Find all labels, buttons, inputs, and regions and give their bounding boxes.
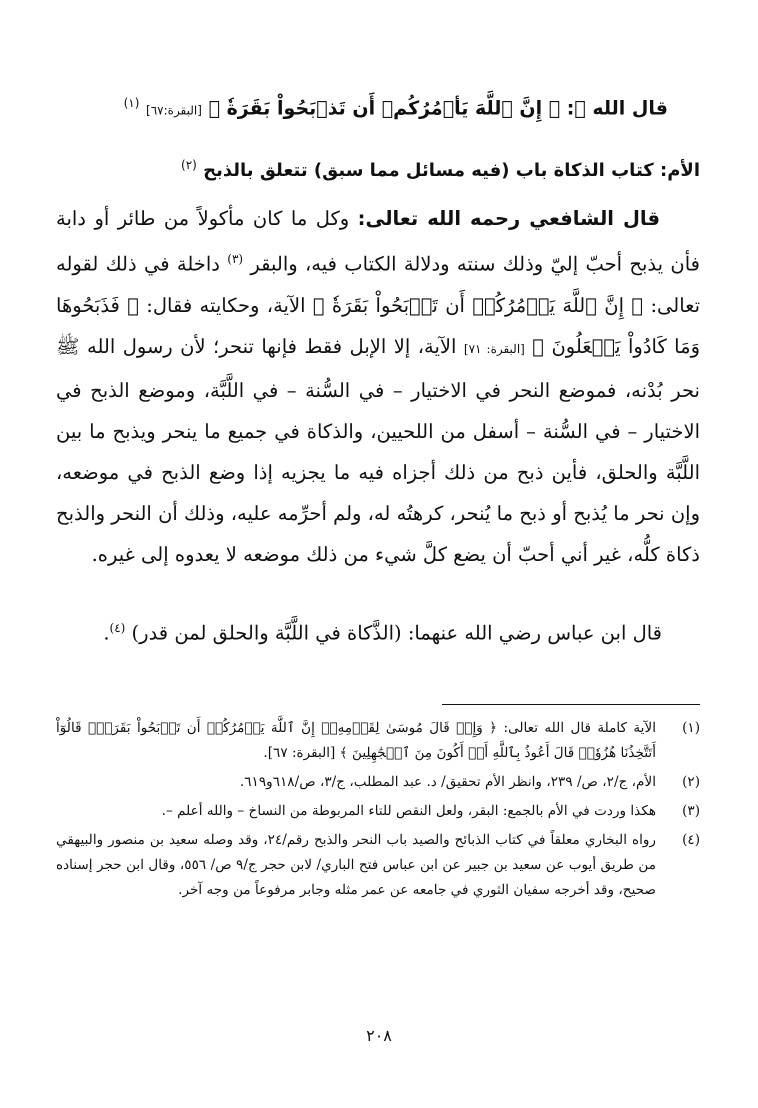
section-heading-text: الأم: كتاب الذكاة باب (فيه مسائل مما سبق) تتعلق بالذبح [203, 160, 700, 181]
footnote-2 [56, 770, 700, 795]
footnote-marker-4: (٤) [109, 621, 126, 635]
footnote-text: رواه البخاري معلقاً في كتاب الذبائح والصيد باب النحر والذبح رقم/٢٤، وقد وصله سعيد بن منصور والبيهقي من طريق أيوب عن سعيد بن جبير عن ابن عباس فتح الباري/ لابن حجر ج/٩ ص/ ٥٥٦، وقال ابن حجر إسناده صحيح، وقد أخرجه سفيان الثوري في جامعه عن عمر مثله وجابر مرفوعاً من وجه آخر. [56, 832, 656, 898]
speaker-intro: قال الشافعي رحمه الله تعالى: [357, 207, 661, 230]
footnote-marker-2: (٢) [181, 158, 197, 172]
baqara-71-reference: [البقرة: ٧١] [463, 341, 525, 356]
footnote-number: (٤) [682, 832, 700, 848]
main-text [56, 198, 700, 575]
verse-heading [60, 88, 668, 125]
footnote-number: (٣) [682, 803, 700, 819]
section-heading [60, 151, 700, 185]
footnote-divider [442, 704, 700, 705]
footnote-marker-3: (٣) [227, 252, 244, 266]
footnote-text: هكذا وردت في الأم بالجمع: البقر، ولعل النقص للتاء المربوطة من النساخ – والله أعلم –. [161, 803, 656, 819]
footnote-3 [56, 799, 700, 824]
main-text-part-2: داخلة في ذلك لقوله تعالى: ﴿ إِنَّ ٱللَّهَ يَأۡمُرُكُمۡ أَن تَذۡبَحُواْ بَقَرَةٗ ﴾ الآية، وحكايته فقال: ﴿ فَذَبَحُوهَا وَمَا كَادُواْ يَفۡعَلُونَ ﴾ [56, 252, 700, 358]
footnote-4 [56, 828, 700, 903]
page-number: ٢٠٨ [366, 1026, 392, 1045]
footnotes [56, 716, 700, 907]
footnote-number: (٢) [682, 774, 700, 790]
quote-end: . [103, 621, 110, 645]
footnote-number: (١) [682, 720, 700, 736]
verse-heading-text: قال الله ﷻ: ﴿ إِنَّ ٱللَّهَ يَأۡمُرُكُمۡ أَن تَذۡبَحُواْ بَقَرَةٗ ﴾ [208, 97, 668, 120]
main-text-part-1: وكل ما كان مأكولاً من طائر أو دابة فأن يذبح أحبّ إليّ وذلك سنته ودلالة الكتاب فيه، والبقر [56, 207, 700, 276]
footnote-text: الآية كاملة قال الله تعالى: ﴿ وَإِذۡ قَالَ مُوسَىٰ لِقَوۡمِهِۦٓ إِنَّ ٱللَّهَ يَأۡمُرُكُمۡ أَن تَذۡبَحُواْ بَقَرَةٗۖ قَالُوٓاْ أَتَتَّخِذُنَا هُزُوٗاۖ قَالَ أَعُوذُ بِٱللَّهِ أَنۡ أَكُونَ مِنَ ٱلۡجَٰهِلِينَ ﴾ [البقرة: ٦٧]. [56, 720, 656, 761]
quote-text: قال ابن عباس رضي الله عنهما: (الذَّكاة في اللَّبَّة والحلق لمن قدر) [125, 621, 662, 645]
main-text-part-3: الآية، إلا الإبل فقط فإنها تنحر؛ لأن رسول الله ﷺ نحر بُدْنه، فموضع النحر في الاختيار – في السُّنة – في اللَّبَّة، وموضع الذبح في الاختيار – في السُّنة – أسفل من اللحيين، والذكاة في جميع ما ينحر ويذبح ما بين اللَّبَّة والحلق، فأين ذبح من ذلك أجزاه فيه ما يجزيه إذا وضع الذبح في موضعه، وإن نحر ما يُذبح أو ذبح ما يُنحر، كرهتُه له، ولم أحرِّمه عليه، وذلك أن النحر والذبح ذكاة كلُّه، غير أني أحبّ أن يضع كلَّ شيء من ذلك موضعه لا يعدوه إلى غيره. [56, 334, 700, 566]
main-paragraph [56, 198, 700, 575]
footnote-marker-1: (١) [123, 96, 140, 110]
ibn-abbas-quote [60, 612, 662, 650]
footnote-text: الأم، ج/٢، ص/ ٢٣٩، وانظر الأم تحقيق/ د. عبد المطلب، ج/٣، ص/٦١٨و٦١٩. [239, 774, 656, 790]
footnote-1 [56, 716, 700, 766]
verse-heading-reference: [البقرة:٦٧] [146, 103, 202, 118]
